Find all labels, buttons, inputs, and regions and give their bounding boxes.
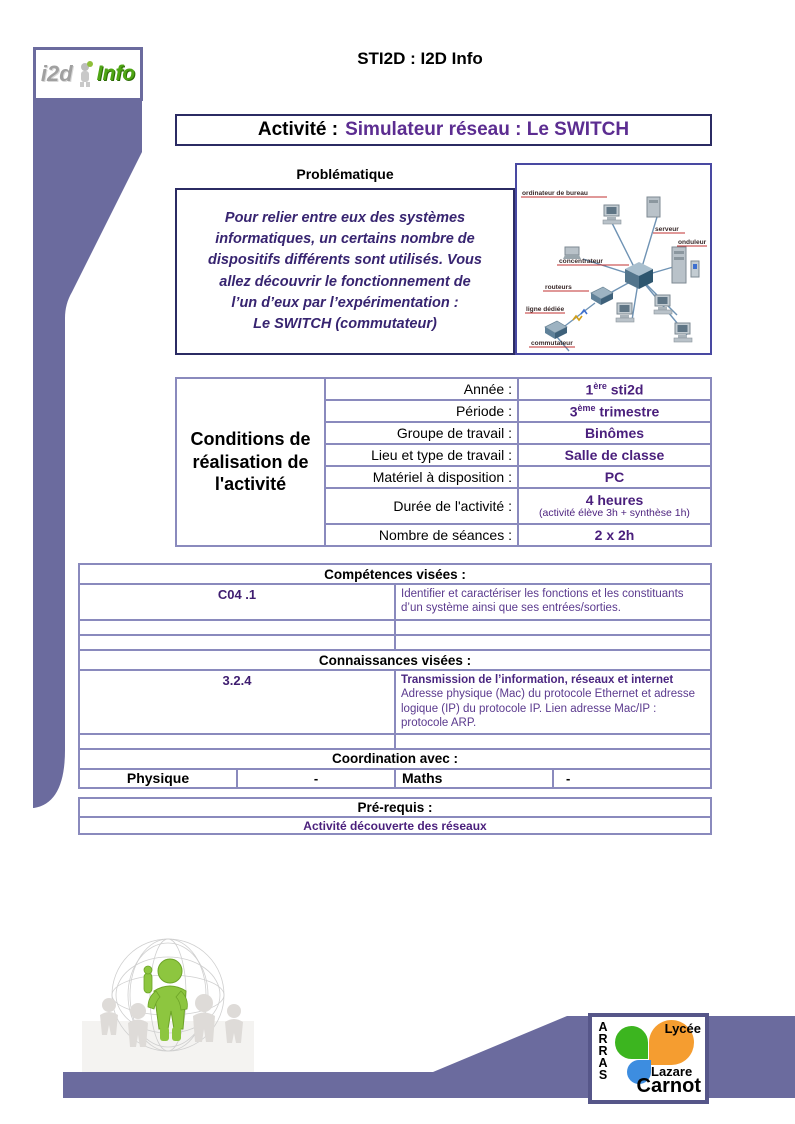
desktop-icon [674,323,692,342]
activity-title-name: Simulateur réseau : Le SWITCH [345,119,630,140]
arras-vertical-text: ARRAS [596,1020,610,1080]
activity-title-prefix: Activité : [257,119,339,140]
tower-icon [647,197,660,217]
label-server: serveur [655,226,679,233]
coordination-value: - [553,769,711,788]
empty-cell [79,734,395,749]
value-sup: ère [593,380,607,391]
i2d-logo-text: i2d [40,61,73,86]
coordination-value: - [237,769,395,788]
desktop-icon [616,303,634,322]
desktop-icon [654,295,672,314]
coordination-subject: Physique [79,769,237,788]
network-links [557,217,687,351]
connaissance-title: Transmission de l’information, réseaux et internet [401,674,674,686]
connaissances-table [78,649,712,750]
info-logo-text: Info [96,62,136,85]
empty-cell [395,620,711,635]
hub-icon [625,262,653,289]
competences-header: Compétences visées : [79,564,711,584]
label-routers: routeurs [545,284,572,291]
prerequis-section [78,797,712,835]
condition-value: Binômes [518,422,711,444]
connaissance-code: 3.2.4 [79,670,395,734]
value-text: 4 heures [585,492,644,509]
prerequis-value: Activité découverte des réseaux [79,817,711,834]
prerequis-header: Pré-requis : [79,798,711,817]
server-icon [672,247,686,283]
network-diagram-image [515,163,712,355]
connaissances-header: Connaissances visées : [79,650,711,670]
condition-label: Nombre de séances : [325,524,518,546]
label-line: ligne dédiée [526,306,565,313]
value-note: (activité élève 3h + synthèse 1h) [539,507,690,520]
competences-table [78,563,712,651]
green-petal-icon [615,1026,648,1059]
condition-value [518,400,711,422]
empty-cell [79,620,395,635]
conditions-title: Conditions de réalisation de l'activité [176,378,325,546]
condition-value [518,488,711,524]
condition-value: PC [518,466,711,488]
value-text: 1 [585,381,594,398]
coordination-subject: Maths [395,769,553,788]
empty-cell [395,635,711,650]
problematique-line: allez découvrir le fonctionnement de [219,273,471,290]
condition-value [518,378,711,400]
value-text: sti2d [606,381,644,398]
condition-label: Année : [325,378,518,400]
condition-label: Lieu et type de travail : [325,444,518,466]
connaissance-text [395,670,711,734]
condition-label: Groupe de travail : [325,422,518,444]
lycee-text: Lycée [664,1021,701,1036]
coordination-table [78,748,712,789]
label-switch: commutateur [531,340,573,347]
condition-value: Salle de classe [518,444,711,466]
label-desktop: ordinateur de bureau [522,190,588,197]
problematique-line: Le SWITCH (commutateur) [253,315,437,332]
ups-icon [691,261,699,277]
connaissance-detail: Adresse physique (Mac) du protocole Ethernet et adresse logique (IP) du protocole IP. Lien adresse Mac/IP : protocole ARP. [401,688,696,730]
label-hub: concentrateur [559,258,603,265]
lazare-text: Lazare [651,1064,693,1079]
skills-section [78,563,712,789]
competence-text: Identifier et caractériser les fonctions et les constituants d’un système ainsi que ses entrées/sorties. [395,584,711,620]
problematique-line: informatiques, un certains nombre de [215,231,475,248]
router-icon [591,287,613,305]
value-text: 3 [569,403,578,420]
page-title: STI2D : I2D Info [357,49,483,68]
value-sup: ème [577,402,596,413]
condition-value: 2 x 2h [518,524,711,546]
network-diagram-svg [517,165,710,353]
condition-label: Durée de l'activité : [325,488,518,524]
switch-icon [545,321,567,339]
lycee-carnot-logo [588,1013,709,1104]
problematique-line: l’un d’eux par l’expérimentation : [231,294,459,311]
problematique-text-box [175,188,515,355]
activity-title-box [175,114,712,146]
coordination-header: Coordination avec : [79,749,711,769]
prerequis-table [78,797,712,835]
empty-cell [395,734,711,749]
problematique-line: dispositifs différents sont utilisés. Vous [208,252,482,269]
problematique-line: Pour relier entre eux des systèmes [224,210,466,227]
desktop-icon [603,205,621,224]
label-ups: onduleur [678,239,707,246]
carnot-text: Carnot [636,1075,701,1097]
competence-code: C04 .1 [79,584,395,620]
problematique-header: Problématique [296,166,394,182]
condition-label: Période : [325,400,518,422]
conditions-section [175,377,712,547]
condition-label: Matériel à disposition : [325,466,518,488]
conditions-table [175,377,712,547]
empty-cell [79,635,395,650]
value-text: trimestre [595,403,660,420]
